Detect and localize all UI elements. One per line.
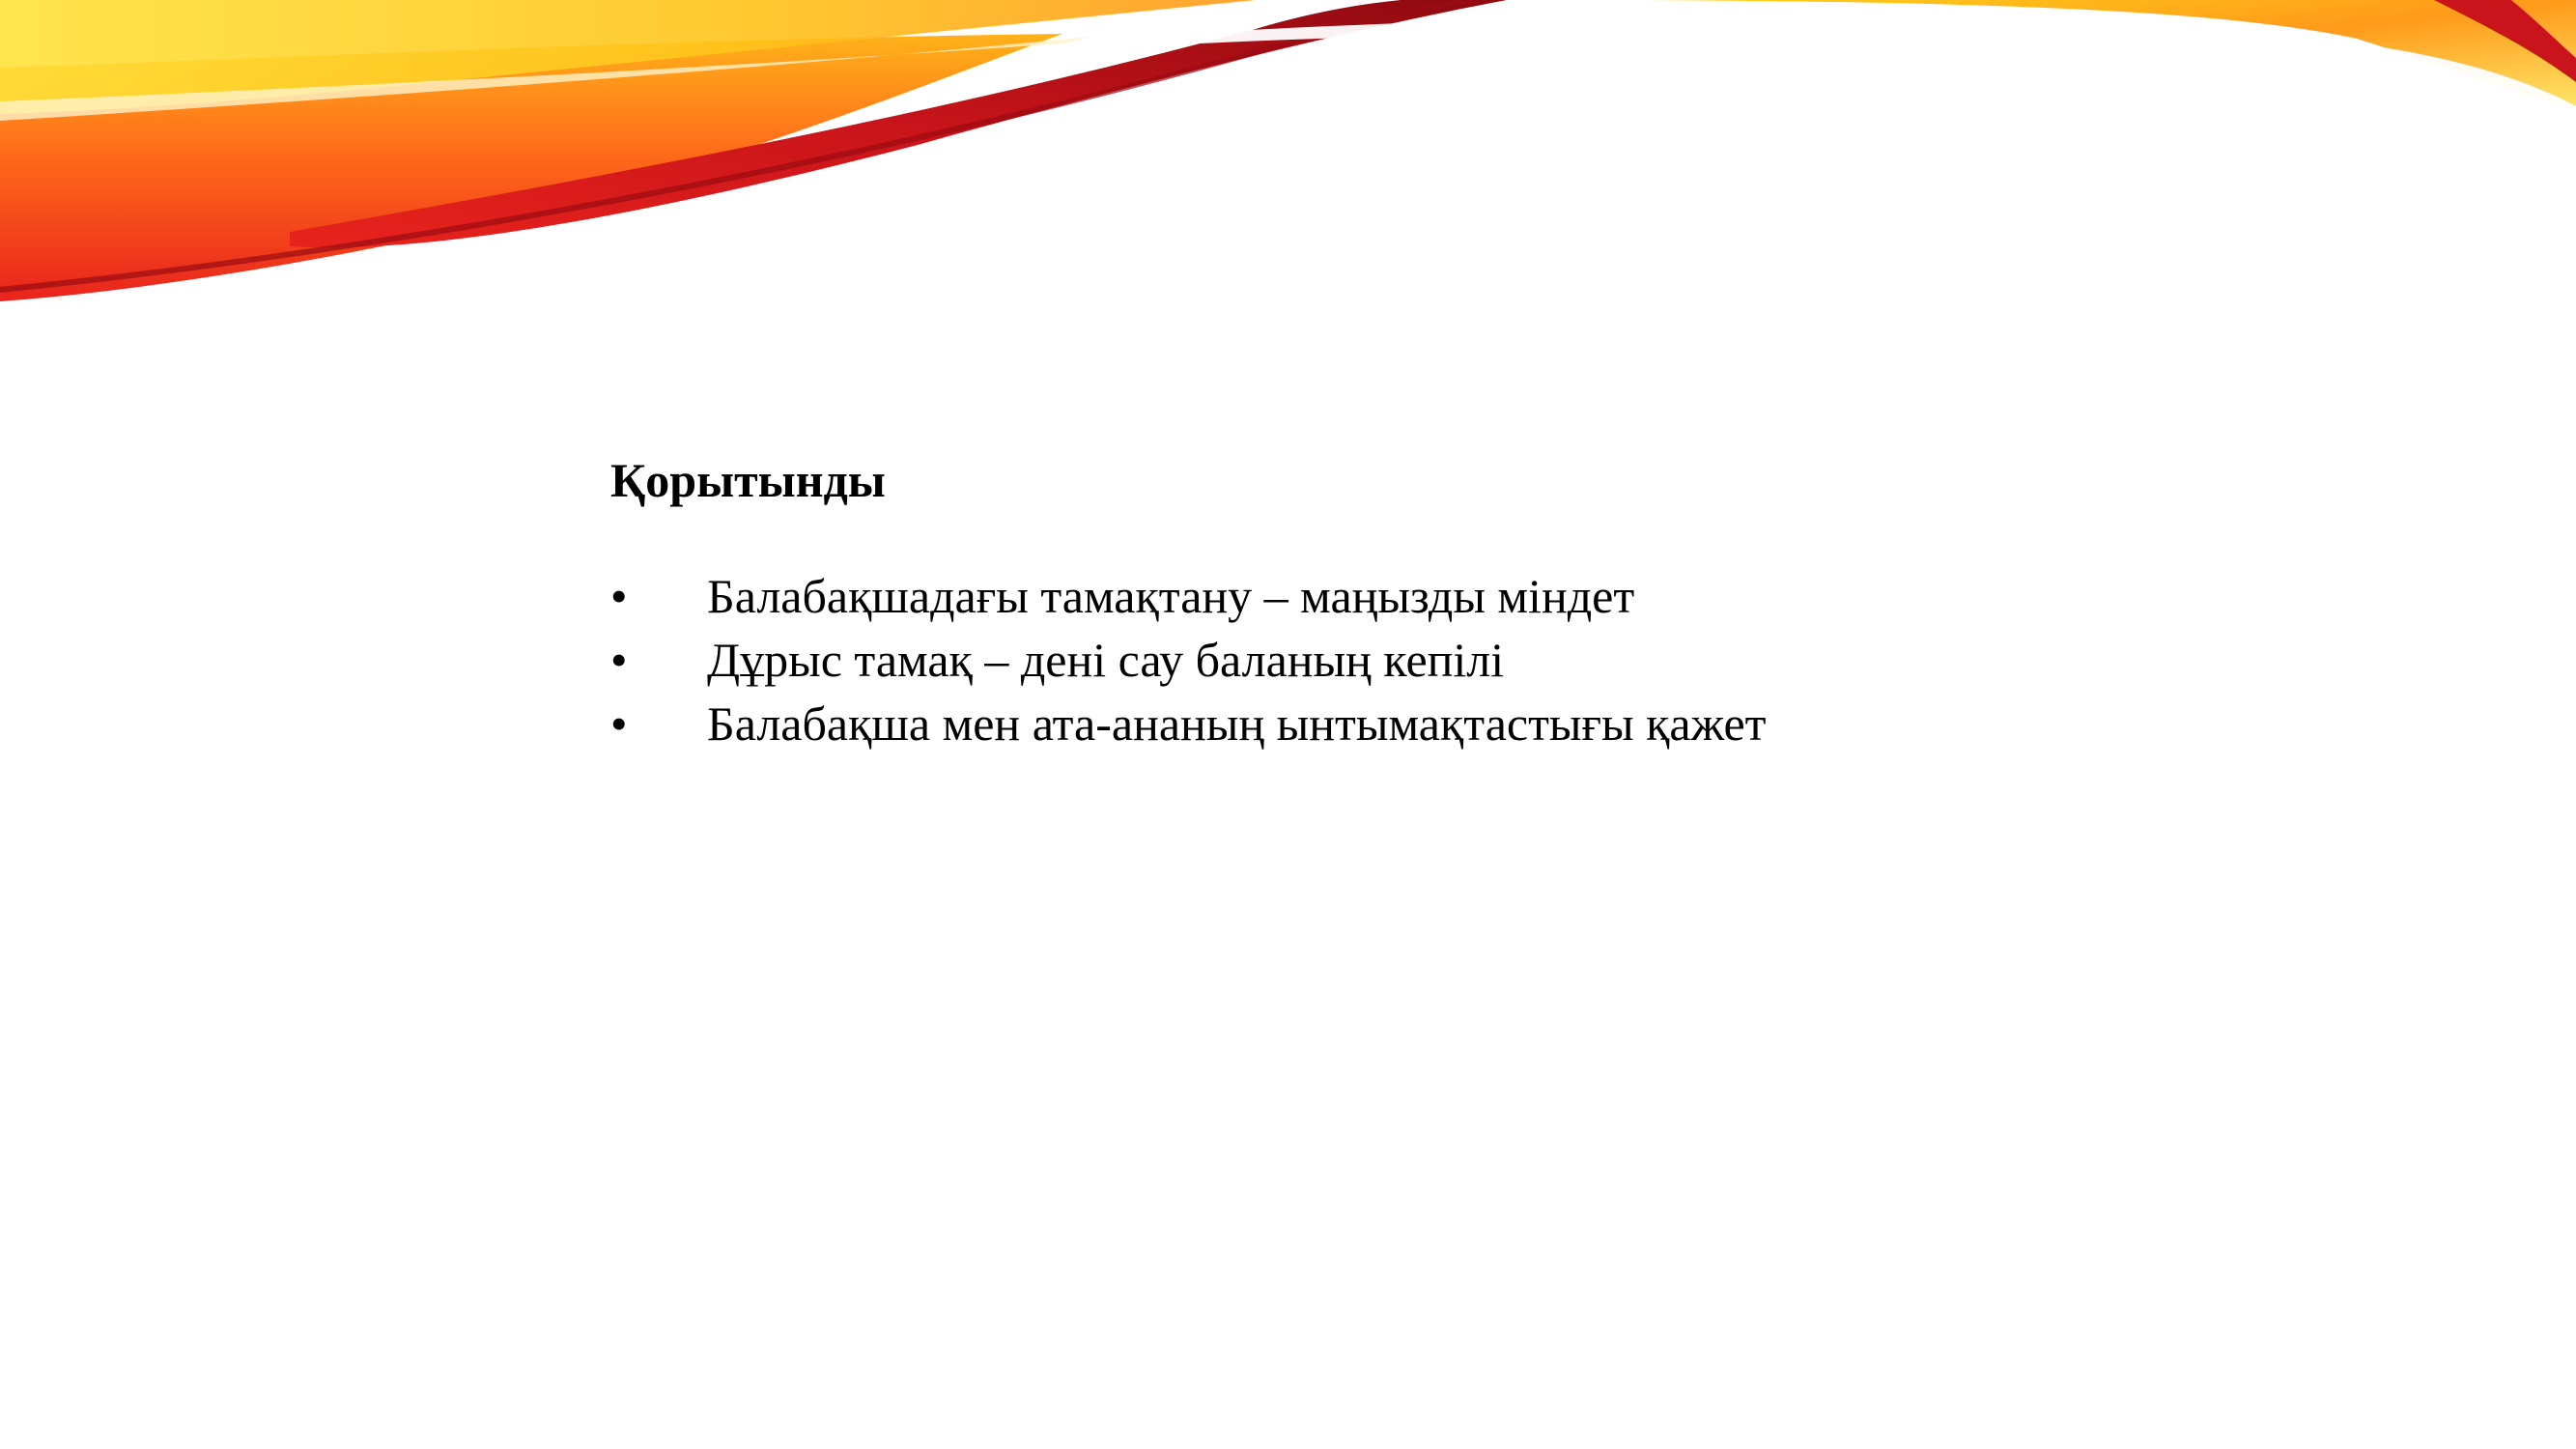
bullet-marker: • bbox=[610, 696, 628, 751]
bullet-text: Балабақша мен ата-ананың ынтымақтастығы қажет bbox=[707, 696, 1767, 751]
bullet-list bbox=[610, 564, 2156, 755]
slide-heading: Қорытынды bbox=[610, 453, 886, 507]
wave-band-right bbox=[1642, 0, 2576, 111]
bullet-text: Дұрыс тамақ – дені сау баланың кепілі bbox=[707, 633, 1505, 687]
bullet-item bbox=[610, 628, 2156, 692]
bullet-marker: • bbox=[610, 569, 628, 623]
bullet-marker: • bbox=[610, 633, 628, 687]
bullet-item bbox=[610, 692, 2156, 755]
slide-content bbox=[610, 446, 2156, 755]
bullet-text: Балабақшадағы тамақтану – маңызды міндет bbox=[707, 569, 1635, 623]
bullet-item bbox=[610, 564, 2156, 628]
decorative-wave-banner bbox=[0, 0, 2576, 328]
